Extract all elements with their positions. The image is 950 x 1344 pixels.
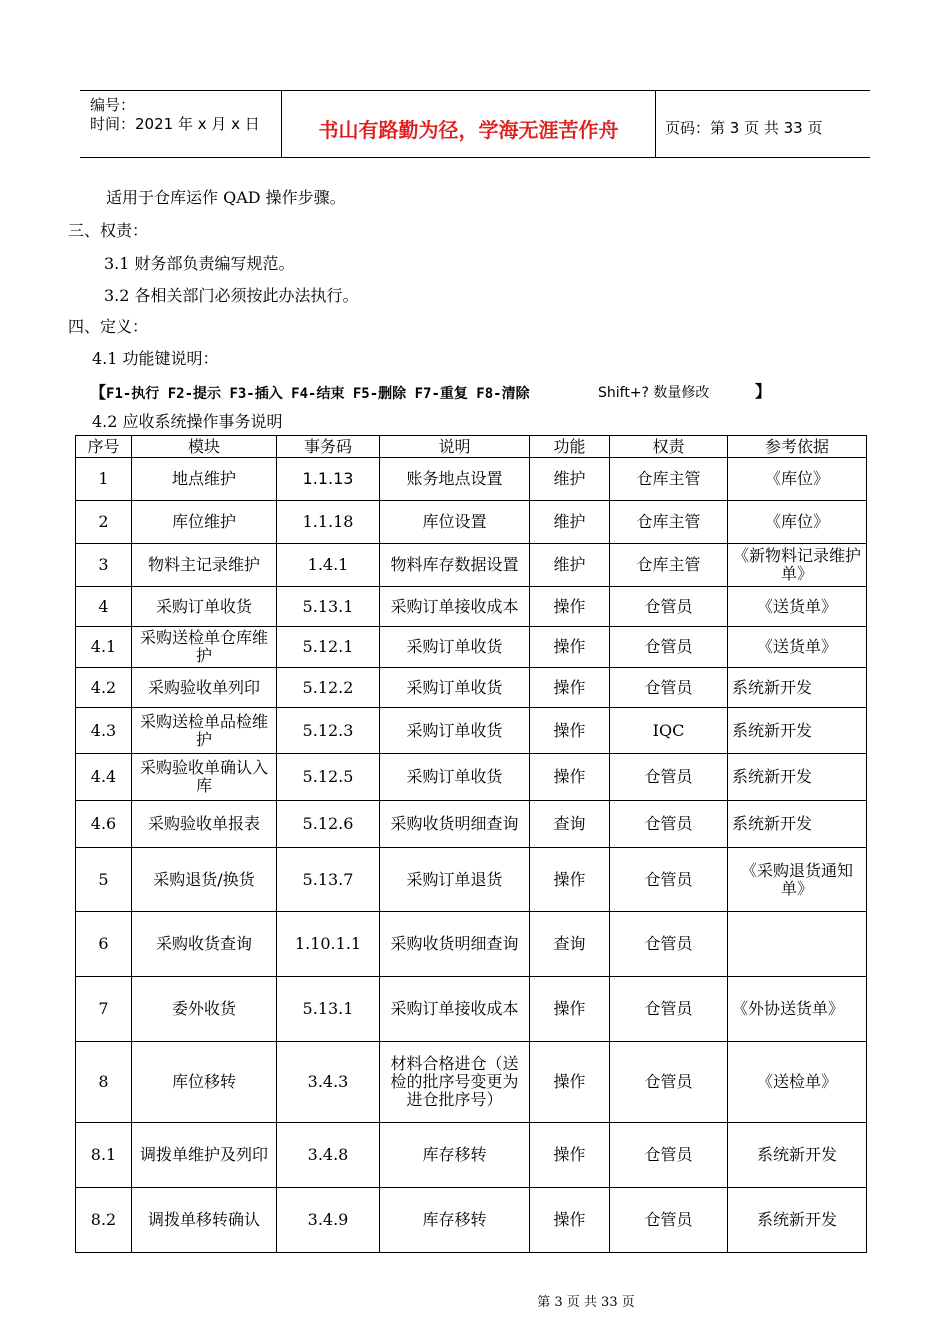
function-keys-text: F1-执行 F2-提示 F3-插入 F4-结束 F5-删除 F7-重复 F8-清除 [106,386,530,402]
cell-index: 8.2 [76,1188,132,1253]
header-divider-right [655,90,656,157]
cell-index: 2 [76,501,132,544]
cell-description: 采购订单收货 [380,754,530,801]
cell-index: 4.3 [76,708,132,754]
cell-module: 库位移转 [132,1042,277,1123]
cell-code: 5.13.7 [277,848,380,912]
section-3-title: 三、权责： [68,221,149,240]
table-row [76,754,867,801]
cell-reference: 系统新开发 [728,1188,867,1253]
cell-code: 1.10.1.1 [277,912,380,977]
cell-description: 采购订单退货 [380,848,530,912]
cell-description: 库位设置 [380,501,530,544]
cell-description: 采购订单接收成本 [380,587,530,627]
cell-reference: 《库位》 [728,458,867,501]
cell-code: 3.4.3 [277,1042,380,1123]
col-header-reference: 参考依据 [728,436,867,458]
cell-description: 采购订单收货 [380,627,530,668]
cell-code: 5.12.6 [277,801,380,848]
cell-function: 操作 [530,668,610,708]
cell-role: 仓管员 [610,801,728,848]
cell-role: 仓管员 [610,587,728,627]
cell-code: 5.12.3 [277,708,380,754]
table-row [76,544,867,587]
cell-function: 操作 [530,708,610,754]
operations-table [75,435,867,1253]
cell-module: 采购退货/换货 [132,848,277,912]
cell-index: 3 [76,544,132,587]
cell-index: 5 [76,848,132,912]
section-4-title: 四、定义： [68,317,149,336]
cell-code: 1.1.18 [277,501,380,544]
table-row [76,912,867,977]
table-row [76,1123,867,1188]
cell-module: 采购订单收货 [132,587,277,627]
table-row [76,1188,867,1253]
cell-description: 库存移转 [380,1188,530,1253]
cell-module: 委外收货 [132,977,277,1042]
cell-function: 操作 [530,1123,610,1188]
cell-reference: 系统新开发 [728,708,867,754]
cell-index: 6 [76,912,132,977]
header-bottom-rule [80,157,870,158]
cell-description: 库存移转 [380,1123,530,1188]
cell-module: 采购送检单品检维护 [132,708,277,754]
item-4-1: 4.1 功能键说明： [92,349,219,368]
cell-module: 地点维护 [132,458,277,501]
cell-function: 维护 [530,501,610,544]
header-time-label: 时间：2021 年 x 月 x 日 [90,115,260,133]
cell-module: 调拨单维护及列印 [132,1123,277,1188]
cell-description: 账务地点设置 [380,458,530,501]
cell-index: 4 [76,587,132,627]
cell-role: 仓管员 [610,627,728,668]
table-row [76,801,867,848]
cell-code: 3.4.9 [277,1188,380,1253]
keys-open-bracket: 【 [90,383,107,402]
table-row [76,708,867,754]
cell-function: 操作 [530,754,610,801]
item-3-1: 3.1 财务部负责编写规范。 [104,254,295,273]
table-row [76,848,867,912]
cell-module: 调拨单移转确认 [132,1188,277,1253]
table-row [76,668,867,708]
item-3-2: 3.2 各相关部门必须按此办法执行。 [104,286,359,305]
cell-function: 操作 [530,627,610,668]
cell-description: 采购订单收货 [380,708,530,754]
table-row [76,501,867,544]
cell-reference: 系统新开发 [728,754,867,801]
function-keys-line [90,380,530,403]
cell-function: 操作 [530,1042,610,1123]
cell-role: 仓管员 [610,1042,728,1123]
cell-index: 7 [76,977,132,1042]
keys-close-bracket: 】 [755,382,772,401]
cell-code: 5.12.2 [277,668,380,708]
cell-reference: 《送检单》 [728,1042,867,1123]
table-row [76,977,867,1042]
cell-description: 物料库存数据设置 [380,544,530,587]
item-4-2: 4.2 应收系统操作事务说明 [92,412,283,431]
col-header-code: 事务码 [277,436,380,458]
cell-description: 采购订单接收成本 [380,977,530,1042]
cell-reference: 《新物料记录维护单》 [728,544,867,587]
cell-role: 仓管员 [610,977,728,1042]
cell-code: 1.4.1 [277,544,380,587]
cell-role: 仓库主管 [610,501,728,544]
cell-role: 仓管员 [610,668,728,708]
cell-reference: 《送货单》 [728,627,867,668]
cell-module: 采购验收单确认入库 [132,754,277,801]
col-header-description: 说明 [380,436,530,458]
cell-reference: 《采购退货通知单》 [728,848,867,912]
cell-description: 采购订单收货 [380,668,530,708]
cell-module: 采购验收单列印 [132,668,277,708]
cell-function: 维护 [530,458,610,501]
cell-index: 4.6 [76,801,132,848]
cell-reference: 系统新开发 [728,668,867,708]
cell-module: 库位维护 [132,501,277,544]
cell-function: 操作 [530,587,610,627]
cell-function: 操作 [530,1188,610,1253]
table-header-row [76,436,867,458]
intro-text: 适用于仓库运作 QAD 操作步骤。 [106,188,346,207]
cell-role: 仓管员 [610,1188,728,1253]
cell-role: 仓管员 [610,1123,728,1188]
cell-code: 5.12.5 [277,754,380,801]
col-header-index: 序号 [76,436,132,458]
cell-index: 4.2 [76,668,132,708]
table-row [76,627,867,668]
cell-reference: 系统新开发 [728,1123,867,1188]
cell-code: 3.4.8 [277,1123,380,1188]
cell-index: 1 [76,458,132,501]
cell-module: 物料主记录维护 [132,544,277,587]
cell-role: 仓管员 [610,848,728,912]
cell-role: 仓库主管 [610,544,728,587]
cell-reference: 《库位》 [728,501,867,544]
cell-function: 操作 [530,977,610,1042]
cell-role: 仓库主管 [610,458,728,501]
header-page-label: 页码：第 3 页 共 33 页 [665,119,823,137]
footer-page-number: 第 3 页 共 33 页 [537,1295,635,1310]
cell-reference [728,912,867,977]
cell-function: 操作 [530,848,610,912]
cell-reference: 系统新开发 [728,801,867,848]
cell-index: 4.1 [76,627,132,668]
cell-function: 查询 [530,801,610,848]
col-header-module: 模块 [132,436,277,458]
header-number-label: 编号： [90,96,136,114]
page-footer [0,1291,950,1310]
col-header-role: 权责 [610,436,728,458]
cell-module: 采购送检单仓库维护 [132,627,277,668]
table-row [76,458,867,501]
cell-index: 8 [76,1042,132,1123]
cell-description: 采购收货明细查询 [380,801,530,848]
cell-reference: 《送货单》 [728,587,867,627]
cell-code: 5.12.1 [277,627,380,668]
cell-role: 仓管员 [610,754,728,801]
cell-function: 查询 [530,912,610,977]
cell-description: 采购收货明细查询 [380,912,530,977]
cell-reference: 《外协送货单》 [728,977,867,1042]
cell-code: 5.13.1 [277,977,380,1042]
cell-code: 5.13.1 [277,587,380,627]
table-row [76,587,867,627]
col-header-function: 功能 [530,436,610,458]
header-motto: 书山有路勤为径，学海无涯苦作舟 [318,118,619,142]
cell-module: 采购收货查询 [132,912,277,977]
cell-role: 仓管员 [610,912,728,977]
header-top-rule [80,90,870,91]
cell-function: 维护 [530,544,610,587]
cell-index: 8.1 [76,1123,132,1188]
cell-module: 采购验收单报表 [132,801,277,848]
shift-key-text: Shift+? 数量修改 [598,385,710,401]
cell-index: 4.4 [76,754,132,801]
cell-role: IQC [610,708,728,754]
cell-description: 材料合格进仓（送检的批序号变更为进仓批序号） [380,1042,530,1123]
cell-code: 1.1.13 [277,458,380,501]
table-row [76,1042,867,1123]
